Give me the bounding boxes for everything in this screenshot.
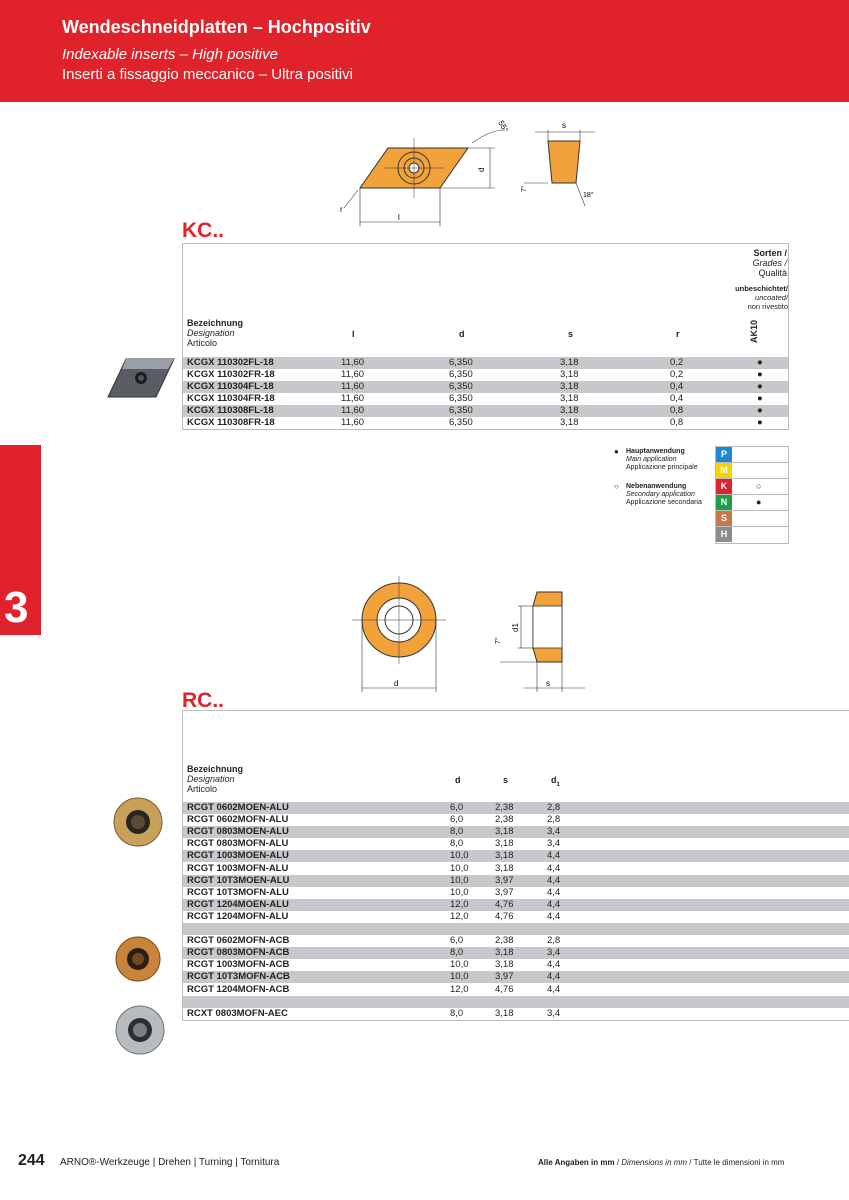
kc-cell-l: 11,60 — [341, 369, 365, 380]
rc-cell-d: 6,0 — [450, 814, 464, 826]
rc-cell-s: 4,76 — [495, 983, 514, 995]
rc-cell-d1: 3,4 — [547, 826, 561, 838]
rc-dim-d: d — [394, 679, 399, 688]
rc-cell-s: 2,38 — [495, 814, 514, 826]
material-group-label: M — [716, 463, 732, 478]
rc-table-row — [183, 850, 849, 862]
kc-cell-s: 3,18 — [560, 357, 579, 368]
material-group-row — [716, 479, 788, 495]
rc-cell-d: 8,0 — [450, 947, 464, 959]
kc-cell-r: 0,2 — [670, 357, 684, 368]
material-group-label: S — [716, 511, 732, 526]
rc-cell-s: 3,18 — [495, 1007, 514, 1019]
rc-cell-d: 10,0 — [450, 886, 469, 898]
rc-cell-d: 10,0 — [450, 862, 469, 874]
rc-cell-d: 12,0 — [450, 898, 469, 910]
rc-table-row — [183, 887, 849, 899]
kc-cell-grade: ● — [757, 357, 763, 368]
rc-cell-code: RCGT 1204MOEN-ALU — [187, 898, 289, 910]
kc-cell-grade: ● — [757, 381, 763, 392]
material-group-row — [716, 495, 788, 511]
rc-cell-d1: 4,4 — [547, 850, 561, 862]
kc-col-d: d — [459, 329, 465, 339]
rc-table-row — [183, 996, 849, 1008]
rc-table-row — [183, 959, 849, 971]
rc-table-row — [183, 984, 849, 996]
dim-r: r — [340, 205, 343, 214]
rc-cell-code: RCGT 10T3MOFN-ALU — [187, 886, 289, 898]
material-group-row — [716, 463, 788, 479]
material-group-row — [716, 527, 788, 543]
rc-table-row — [183, 826, 849, 838]
rc-cell-code: RCGT 0602MOEN-ALU — [187, 802, 289, 813]
rc-dim-d1: d1 — [511, 623, 520, 632]
kc-insert-photo — [104, 355, 179, 405]
rc-table-row — [183, 947, 849, 959]
rc-cell-s: 3,18 — [495, 959, 514, 971]
kc-cell-l: 11,60 — [341, 381, 365, 392]
kc-cell-d: 6,350 — [449, 417, 473, 428]
kc-cell-l: 11,60 — [341, 417, 365, 428]
legend-secondary: ○ Nebenanwendung Secondary application Applicazione secondaria — [614, 482, 702, 506]
chapter-tab[interactable] — [0, 445, 41, 635]
rc-table-row — [183, 935, 849, 947]
rc-cell-d1: 3,4 — [547, 838, 561, 850]
kc-table-row — [183, 405, 788, 417]
kc-cell-code: KCGX 110302FL-18 — [187, 357, 274, 368]
title-it: Inserti a fissaggio meccanico – Ultra positivi — [62, 66, 353, 83]
kc-cell-d: 6,350 — [449, 357, 473, 368]
dim-beta: 18° — [583, 192, 594, 199]
rc-cell-code: RCGT 0602MOFN-ALU — [187, 814, 289, 826]
rc-cell-s: 4,76 — [495, 910, 514, 922]
rc-cell-d1: 3,4 — [547, 1007, 561, 1019]
kc-table-row — [183, 417, 788, 429]
rc-table-row — [183, 971, 849, 983]
dim-alpha: 7° — [521, 185, 528, 192]
rc-cell-code: RCXT 0803MOFN-AEC — [187, 1007, 288, 1019]
rc-cell-d: 8,0 — [450, 838, 464, 850]
rc-cell-s: 3,97 — [495, 971, 514, 983]
material-group-row — [716, 447, 788, 463]
rc-alu-insert-photo — [112, 796, 164, 848]
material-group-label: P — [716, 447, 732, 462]
material-group-value: ○ — [756, 481, 762, 491]
rc-table-row — [183, 875, 849, 887]
kc-grades-header: Sorten / Grades / Qualità — [752, 248, 787, 278]
material-group-label: H — [716, 527, 732, 542]
kc-coating-header: unbeschichtet/ uncoated/ non rivestito — [735, 284, 788, 311]
kc-cell-d: 6,350 — [449, 369, 473, 380]
rc-dim-s: s — [546, 679, 550, 688]
rc-cell-d: 6,0 — [450, 935, 464, 947]
rc-cell-d1: 4,4 — [547, 910, 561, 922]
rc-cell-s: 3,18 — [495, 862, 514, 874]
rc-cell-s: 3,18 — [495, 826, 514, 838]
rc-cell-d1: 2,8 — [547, 814, 561, 826]
footer-units: Alle Angaben in mm / Dimensions in mm / Tutte le dimensioni in mm — [538, 1158, 785, 1167]
rc-cell-d1: 4,4 — [547, 983, 561, 995]
dim-angle: 55° — [496, 119, 511, 135]
material-group-row — [716, 511, 788, 527]
rc-designation-header: Bezeichnung Designation Articolo — [187, 764, 244, 794]
kc-cell-d: 6,350 — [449, 405, 473, 416]
kc-cell-r: 0,8 — [670, 405, 684, 416]
rc-table-row — [183, 863, 849, 875]
rc-cell-d1: 4,4 — [547, 959, 561, 971]
legend-main: ● Hauptanwendung Main application Applicazione principale — [614, 447, 698, 471]
chapter-number: 3 — [4, 583, 29, 632]
rc-cell-code: RCGT 1003MOFN-ACB — [187, 959, 290, 971]
dim-s: s — [562, 121, 566, 130]
footer-breadcrumb: ARNO®-Werkzeuge | Drehen | Turning | Tornitura — [60, 1157, 280, 1168]
kc-cell-l: 11,60 — [341, 357, 365, 368]
kc-cell-l: 11,60 — [341, 393, 365, 404]
kc-cell-grade: ● — [757, 393, 763, 404]
rc-cell-code: RCGT 1204MOFN-ACB — [187, 983, 290, 995]
rc-cell-s: 2,38 — [495, 935, 514, 947]
rc-cell-s: 3,18 — [495, 838, 514, 850]
rc-cell-d1: 3,4 — [547, 947, 561, 959]
kc-cell-s: 3,18 — [560, 369, 579, 380]
rc-cell-code: RCGT 1003MOFN-ALU — [187, 862, 289, 874]
rc-cell-d1: 4,4 — [547, 886, 561, 898]
rc-table-row — [183, 923, 849, 935]
kc-col-l: l — [352, 329, 355, 339]
kc-cell-code: KCGX 110302FR-18 — [187, 369, 275, 380]
kc-cell-grade: ● — [757, 405, 763, 416]
rc-col-s: s — [503, 775, 509, 785]
dim-d: d — [477, 167, 486, 172]
title-de: Wendeschneidplatten – Hochpositiv — [62, 17, 371, 37]
kc-grade-ak10: AK10 — [749, 319, 759, 343]
rc-cell-d: 10,0 — [450, 971, 469, 983]
rc-cell-d: 12,0 — [450, 983, 469, 995]
rc-table-row — [183, 1008, 849, 1020]
material-groups-table — [715, 446, 789, 544]
kc-cell-d: 6,350 — [449, 393, 473, 404]
rc-cell-d1: 4,4 — [547, 971, 561, 983]
rc-acb-insert-photo — [114, 935, 162, 983]
page-number: 244 — [18, 1152, 45, 1169]
rc-table-row — [183, 838, 849, 850]
kc-cell-r: 0,4 — [670, 381, 684, 392]
material-group-label: K — [716, 479, 732, 494]
title-en: Indexable inserts – High positive — [62, 46, 278, 63]
kc-cell-r: 0,8 — [670, 417, 684, 428]
kc-cell-grade: ● — [757, 369, 763, 380]
rc-col-d: d — [455, 775, 461, 785]
rc-cell-d1: 2,8 — [547, 802, 561, 813]
rc-section-title: RC.. — [182, 689, 224, 712]
rc-table-row — [183, 814, 849, 826]
dim-l: l — [398, 213, 400, 222]
rc-cell-d: 6,0 — [450, 802, 464, 813]
rc-cell-d: 10,0 — [450, 850, 469, 862]
kc-cell-s: 3,18 — [560, 393, 579, 404]
rc-cell-code: RCGT 0803MOEN-ALU — [187, 826, 289, 838]
rc-cell-code: RCGT 10T3MOFN-ACB — [187, 971, 290, 983]
kc-col-r: r — [676, 329, 680, 339]
kc-cell-code: KCGX 110308FR-18 — [187, 417, 275, 428]
rc-aec-insert-photo — [114, 1004, 166, 1056]
kc-cell-grade: ● — [757, 417, 763, 428]
rc-cell-d: 12,0 — [450, 910, 469, 922]
kc-cell-d: 6,350 — [449, 381, 473, 392]
rc-cell-s: 3,18 — [495, 947, 514, 959]
kc-insert-side-view — [548, 141, 580, 183]
rc-col-d1: $d_1$ — [551, 775, 560, 788]
kc-cell-r: 0,2 — [670, 369, 684, 380]
rc-dim-alpha: 7° — [495, 637, 502, 644]
kc-table-row — [183, 381, 788, 393]
material-group-label: N — [716, 495, 732, 510]
kc-cell-code: KCGX 110304FR-18 — [187, 393, 275, 404]
rc-table-row — [183, 802, 849, 814]
kc-cell-s: 3,18 — [560, 381, 579, 392]
rc-cell-s: 3,18 — [495, 850, 514, 862]
kc-cell-code: KCGX 110304FL-18 — [187, 381, 274, 392]
kc-cell-r: 0,4 — [670, 393, 684, 404]
kc-technical-drawing — [330, 108, 610, 233]
kc-table-row — [183, 369, 788, 381]
rc-cell-d: 10,0 — [450, 874, 469, 886]
rc-cell-d: 8,0 — [450, 826, 464, 838]
rc-table-row — [183, 911, 849, 923]
material-group-value: ● — [756, 497, 762, 507]
rc-cell-code: RCGT 1003MOEN-ALU — [187, 850, 289, 862]
page-footer — [18, 1152, 818, 1172]
kc-col-s: s — [568, 329, 574, 339]
rc-table-row — [183, 899, 849, 911]
kc-designation-header: Bezeichnung Designation Articolo — [187, 318, 244, 348]
rc-cell-s: 3,97 — [495, 874, 514, 886]
rc-cell-code: RCGT 0803MOFN-ACB — [187, 947, 290, 959]
page-header — [0, 0, 849, 102]
kc-table-row — [183, 357, 788, 369]
rc-technical-drawing — [350, 570, 590, 695]
rc-cell-s: 3,97 — [495, 886, 514, 898]
rc-cell-code: RCGT 0602MOFN-ACB — [187, 935, 290, 947]
kc-cell-s: 3,18 — [560, 405, 579, 416]
rc-cell-s: 2,38 — [495, 802, 514, 813]
rc-cell-code: RCGT 0803MOFN-ALU — [187, 838, 289, 850]
rc-cell-d1: 4,4 — [547, 862, 561, 874]
rc-cell-d: 10,0 — [450, 959, 469, 971]
kc-cell-s: 3,18 — [560, 417, 579, 428]
kc-table-row — [183, 393, 788, 405]
rc-cell-d1: 4,4 — [547, 874, 561, 886]
rc-cell-s: 4,76 — [495, 898, 514, 910]
kc-section-title: KC.. — [182, 219, 224, 242]
rc-cell-d1: 2,8 — [547, 935, 561, 947]
rc-cell-d1: 4,4 — [547, 898, 561, 910]
rc-cell-code: RCGT 1204MOFN-ALU — [187, 910, 289, 922]
rc-cell-code: RCGT 10T3MOEN-ALU — [187, 874, 290, 886]
rc-cell-d: 8,0 — [450, 1007, 464, 1019]
kc-cell-code: KCGX 110308FL-18 — [187, 405, 274, 416]
kc-cell-l: 11,60 — [341, 405, 365, 416]
